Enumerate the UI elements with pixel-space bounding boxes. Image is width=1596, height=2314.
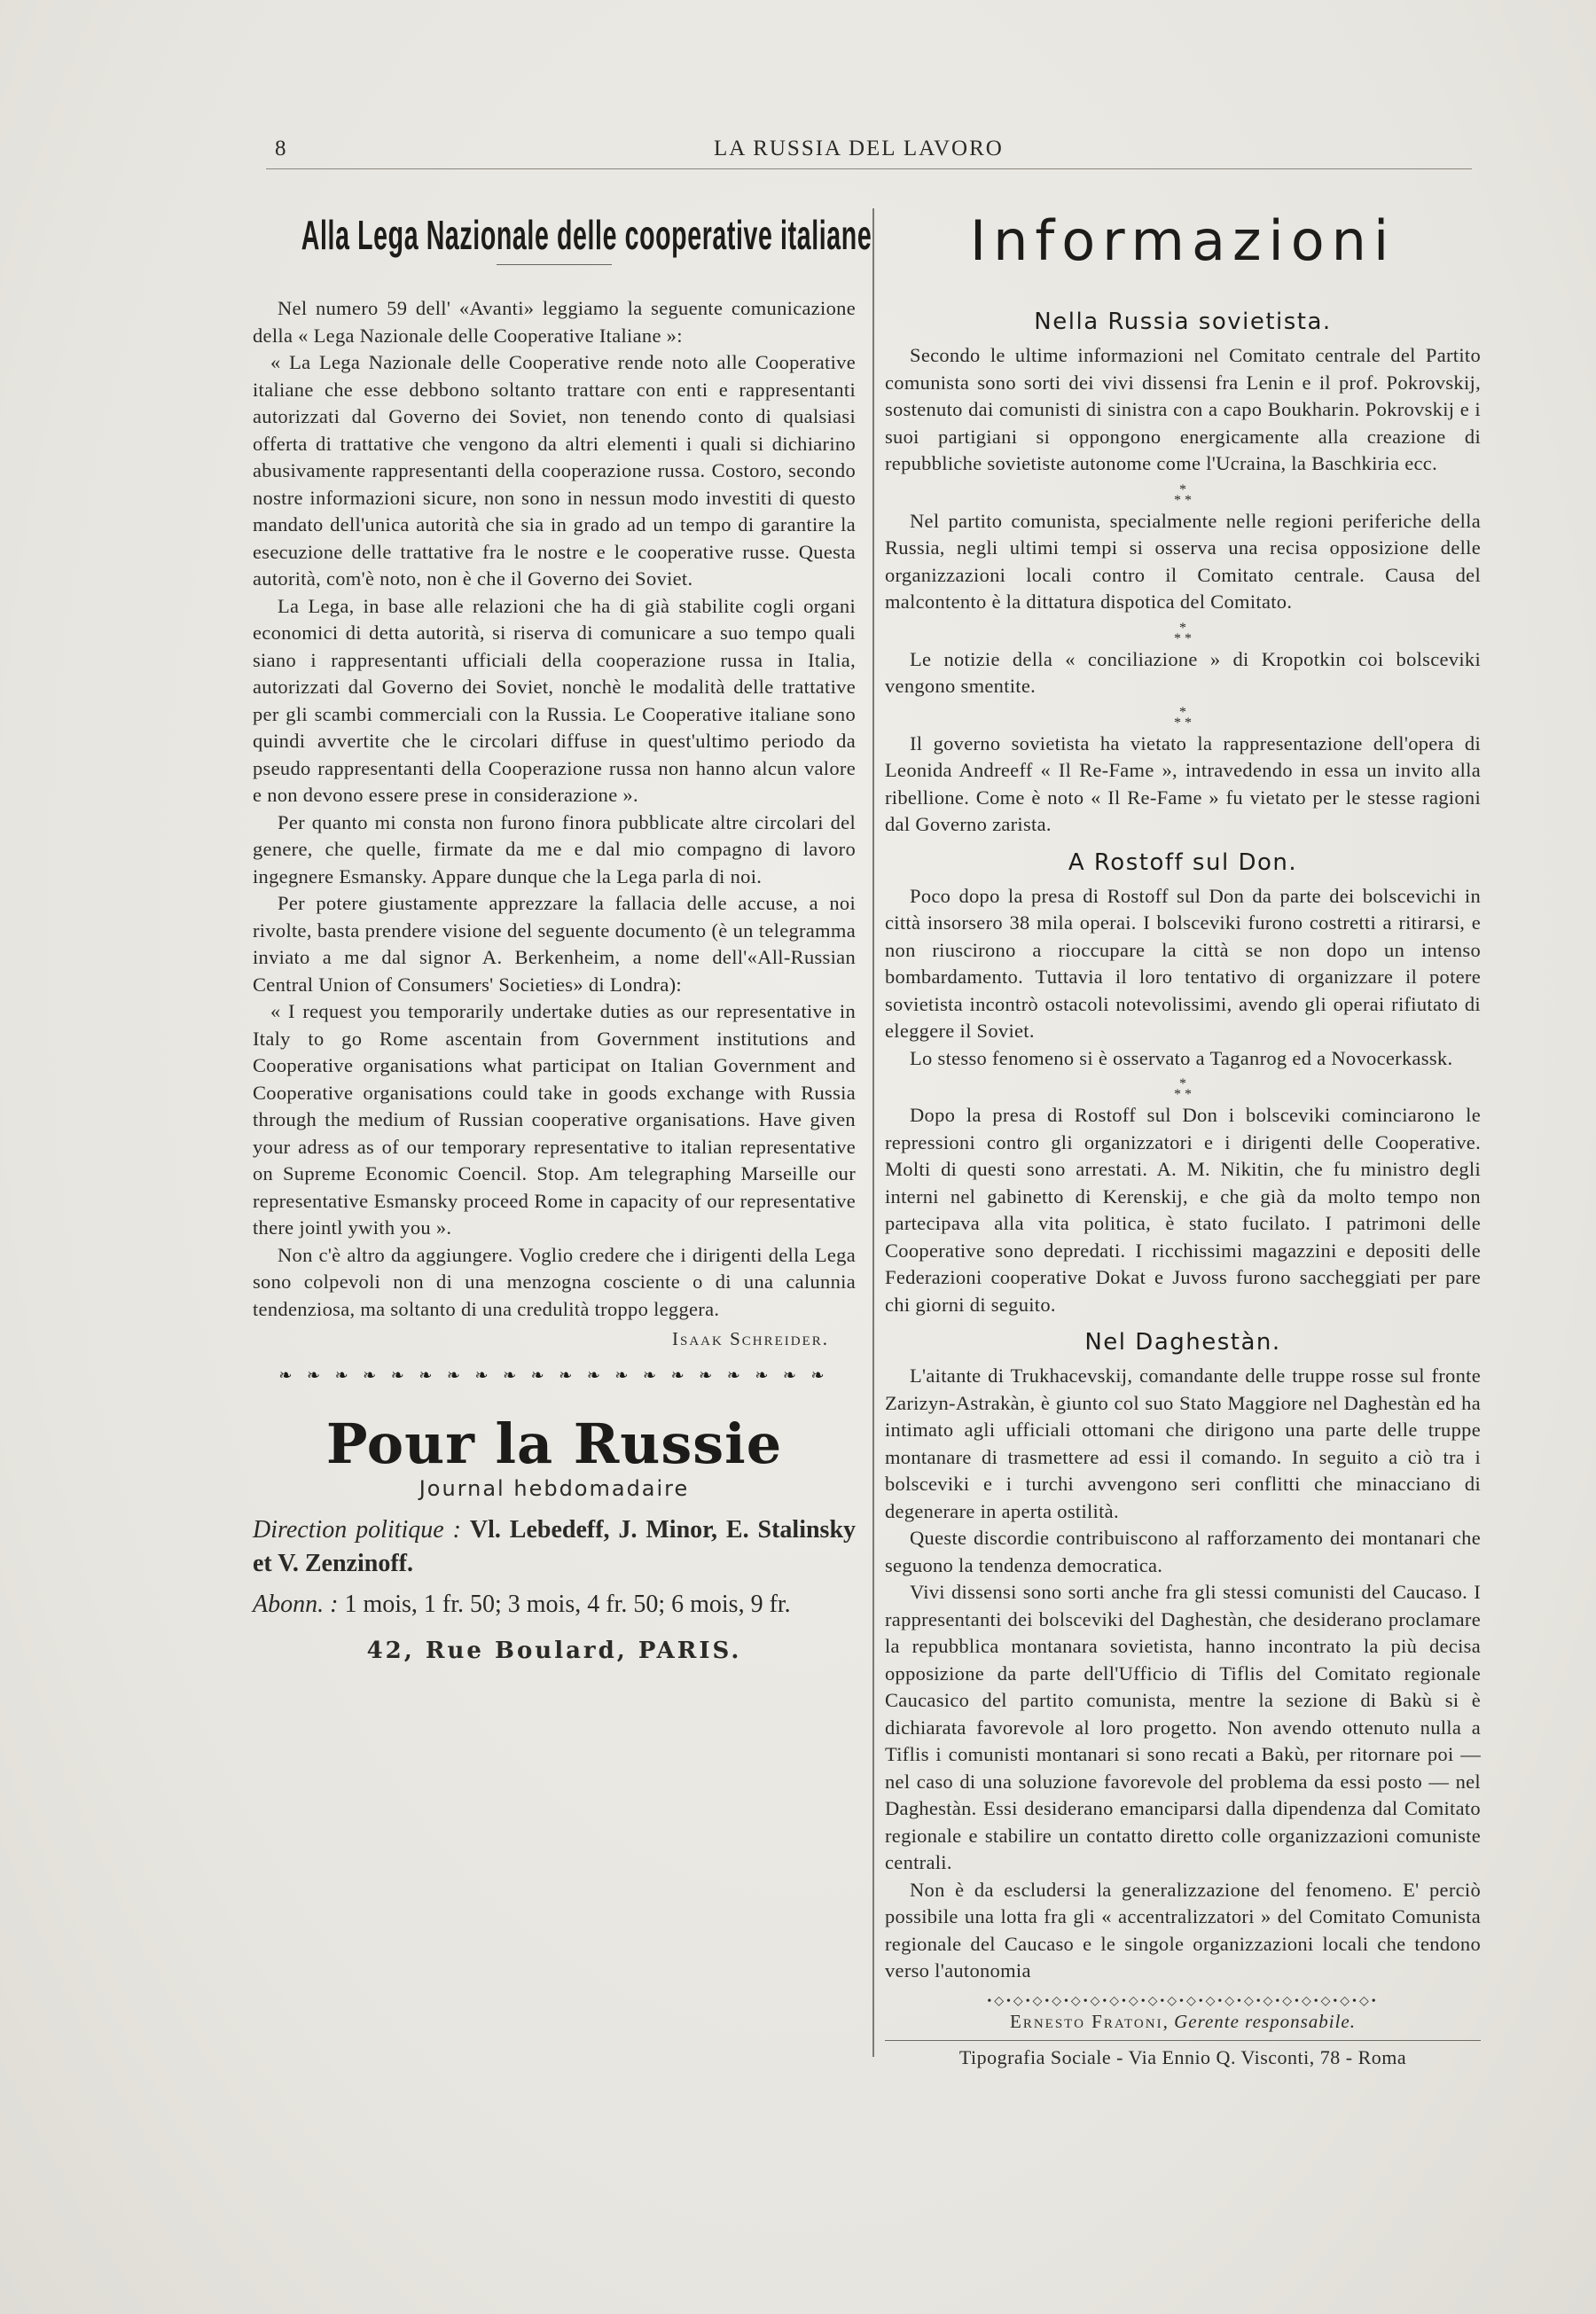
paragraph: « La Lega Nazionale delle Cooperative rende noto alle Cooperative italiane che esse debbono soltanto trattare con enti e rappresentanti autorizzati dal Governo dei Soviet, non tenendo conto di qualsiasi offerta di trattative che vengono da altri elementi i quali si dichiarino abusivamente rappresentanti della cooperazione russa. Costoro, secondo nostre informazioni sicure, non sono in nessun modo investiti di questo mandato dell'unica autorità che sia in grado ad un tempo di garantire la esecuzione delle trattative fra le nostre e le cooperative russe. Questa autorità, com'è noto, non è che il Governo dei Soviet.	[253, 351, 856, 590]
ad-direction	[253, 1513, 856, 1581]
ad-direction-names: Vl. Lebedeff, J. Minor, E. Stalinsky et V. Zenzinoff.	[253, 1516, 857, 1577]
paragraph: Dopo la presa di Rostoff sul Don i bolsceviki cominciarono le repressioni contro gli organizzatori e i dirigenti delle Cooperative. Molti di questi sono arrestati. A. M. Nikitin, che fu ministro degli interni nel gabinetto di Kerenskij, e che già da molto tempo non partecipava alla vita politica, è stato fucilato. I patrimoni delle Cooperative sono depredati. I ricchissimi magazzini e depositi delle Federazioni cooperative Dokat e Juvoss furono saccheggiati per pare chi giorni di seguito.	[885, 1104, 1481, 1316]
paragraph: Non è da escludersi la generalizzazione del fenomeno. E' perciò possibile una lotta fra gli « accentralizzatori » del Comitato Comunista regionale del Caucaso e le singole organizzazioni locali che tendono verso l'autonomia	[885, 1878, 1481, 1982]
column-separator	[872, 208, 874, 2057]
ad-subtitle: Journal hebdomadaire	[419, 1476, 690, 1501]
asterism: * * *	[1174, 620, 1192, 646]
signature: Isaak Schreider.	[671, 1328, 829, 1349]
paragraph: Per quanto mi consta non furono finora pubblicate altre circolari del genere, che quelle, firmate da me e dal mio compagno di lavoro ingegnere Esmansky. Appare dunque che la Lega parla di noi.	[253, 810, 856, 887]
ornament-divider: ❧ ❧ ❧ ❧ ❧ ❧ ❧ ❧ ❧ ❧ ❧ ❧ ❧ ❧ ❧ ❧ ❧ ❧ ❧ ❧	[278, 1366, 830, 1384]
paragraph: Lo stesso fenomeno si è osservato a Taganrog ed a Novocerkassk.	[910, 1046, 1453, 1069]
paragraph: La Lega, in base alle relazioni che ha di già stabilite cogli organi economici di detta autorità, si riserva di comunicare a suo tempo quali siano i rappresentanti ufficiali della cooperazione russa in Italia, autorizzati dal Governo dei Soviet, nonchè le modalità delle trattative per gli scambi commerciali con la Russia. Le Cooperative italiane sono quindi avvertite che le circolari diffuse in quest'ultimo periodo da pseudo rappresentanti della Cooperazione russa non hanno alcun valore e non devono essere prese in considerazione ».	[253, 594, 856, 806]
ad-subscription-rates: 1 mois, 1 fr. 50; 3 mois, 4 fr. 50; 6 mois, 9 fr.	[344, 1591, 791, 1618]
paragraph: L'aitante di Trukhacevskij, comandante delle truppe rosse sul fronte Zarizyn-Astrakàn, è giunto col suo Stato Maggiore nel Daghestàn ed ha intimato agli ufficiali ottomani che dirigono una parte delle truppe montanare di trasmettere ad essi il comando. In seguito a ciò tra i bolsceviki e i turchi avvengono seri conflitti che minacciano di degenerare in aperta ostilità.	[885, 1364, 1481, 1522]
manager-name: Ernesto Fratoni	[1010, 2010, 1163, 2032]
subheading: Nella Russia sovietista.	[1034, 309, 1332, 335]
paragraph: Poco dopo la presa di Rostoff sul Don da parte dei bolscevichi in città insorsero 38 mila operai. I bolsceviki furono costretti a ritirarsi, e non riuscirono a rioccupare la città se non dopo un intenso bombardamento. Tuttavia il loro tentativo di organizzare il potere sovietista incontrò ostacoli notevolissimi, avendo gli operai rifiutato di eleggere il Soviet.	[885, 884, 1481, 1042]
ornament-divider: •◇•◇•◇•◇•◇•◇•◇•◇•◇•◇•◇•◇•◇•◇•◇•◇•◇•◇•◇•◇•	[987, 1994, 1379, 2008]
advertisement-pour-la-russie	[253, 1411, 856, 1664]
header-rule	[266, 168, 1472, 169]
ad-direction-label: Direction politique :	[253, 1516, 461, 1544]
page-header	[266, 133, 1472, 168]
paragraph: Queste discordie contribuiscono al rafforzamento dei montanari che seguono la tendenza democratica.	[885, 1527, 1481, 1576]
manager-credit: Ernesto Fratoni, Gerente responsabile.	[1010, 2010, 1356, 2032]
paragraph: Nel partito comunista, specialmente nelle regioni periferiche della Russia, negli ultimi tempi si osserva una recisa opposizione delle organizzazioni locali contro il Comitato centrale. Causa del malcontento è la dittatura dispotica del Comitato.	[885, 509, 1481, 613]
paragraph: « I request you temporarily undertake duties as our representative in Italy to go Rome ascentain from Government institutions and Cooperative organisations what participat on Italian Government and Cooperative organisations could take in goods exchange with Russia through the medium of Russian cooperative organisations. Have given your adress as of our temporary representative to italian representative on Supreme Economic Coencil. Stop. Am telegraphing Marseille our representative Esmansky proceed Rome in capacity of our representative there jointl ywith you ».	[253, 1000, 856, 1239]
footer-rule	[885, 2040, 1481, 2041]
subheading: A Rostoff sul Don.	[1068, 848, 1298, 876]
subheading: Nel Daghestàn.	[1084, 1329, 1281, 1356]
asterism: * * *	[1174, 1076, 1192, 1102]
ad-address: 42, Rue Boulard, PARIS.	[366, 1638, 742, 1664]
section-headline: Informazioni	[969, 208, 1396, 273]
running-title: LA RUSSIA DEL LAVORO	[714, 137, 1004, 160]
ad-subscription	[253, 1588, 856, 1622]
paragraph: Vivi dissensi sono sorti anche fra gli stessi comunisti del Caucaso. I rappresentanti dei bolsceviki del Daghestàn, che desiderano proclamare la repubblica montanara sovietista, hanno incontrato la più decisa opposizione da parte dell'Ufficio di Tiflis del Comitato regionale Caucasico del partito comunista, mentre la sezione di Bakù si è dichiarata favorevole al loro progetto. Non avendo ottenuto nulla a Tiflis i comunisti montanari si sono recati a Bakù, per ritornare poi — nel caso di una soluzione favorevole del problema da essi posto — nel Daghestàn. Essi desiderano emanciparsi dalla dipendenza dal Comitato regionale e stabilire un contatto diretto colle organizzazioni comuniste centrali.	[885, 1581, 1481, 1873]
right-column	[885, 204, 1481, 2069]
headline-rule	[497, 264, 612, 265]
manager-role: Gerente responsabile.	[1174, 2010, 1356, 2032]
left-column	[253, 204, 872, 1664]
asterism: * * *	[1174, 481, 1192, 508]
asterism: * * *	[1174, 704, 1192, 731]
printer-imprint: Tipografia Sociale - Via Ennio Q. Visconti, 78 - Roma	[958, 2045, 1407, 2068]
paragraph: Le notizie della « conciliazione » di Kropotkin coi bolsceviki vengono smentite.	[885, 647, 1481, 697]
paragraph: Secondo le ultime informazioni nel Comitato centrale del Partito comunista sono sorti dei vivi dissensi fra Lenin e il prof. Pokrovskij, sostenuto dai comunisti di sinistra con a capo Boukharin. Pokrovskij e i suoi partigiani si oppongono energicamente alla creazione di repubbliche sovietiste autonome come l'Ucraina, la Baschkiria ecc.	[885, 344, 1481, 474]
paragraph: Nel numero 59 dell' «Avanti» leggiamo la seguente comunicazione della « Lega Nazionale delle Cooperative Italiane »:	[253, 297, 856, 347]
ad-title: Pour la Russie	[325, 1411, 783, 1476]
paragraph: Per potere giustamente apprezzare la fallacia delle accuse, a noi rivolte, basta prendere visione del seguente documento (è un telegramma inviato a me dal signor A. Berkenheim, a nome dell'«All-Russian Central Union of Consumers' Societies» di Londra):	[253, 892, 856, 996]
paragraph: Non c'è altro da aggiungere. Voglio credere che i dirigenti della Lega sono colpevoli non di una menzogna cosciente o di una calunnia tendenziosa, ma soltanto di una credulità troppo leggera.	[253, 1243, 856, 1320]
ad-subscription-label: Abonn. :	[253, 1591, 339, 1618]
article-headline: Alla Lega Nazionale delle cooperative italiane	[301, 212, 872, 258]
page-number: 8	[275, 137, 288, 160]
paragraph: Il governo sovietista ha vietato la rappresentazione dell'opera di Leonida Andreeff « Il Re-Fame », intravedendo in essa un invito alla ribellione. Come è noto « Il Re-Fame » fu vietato per le stesse ragioni dal Governo zarista.	[885, 731, 1481, 835]
